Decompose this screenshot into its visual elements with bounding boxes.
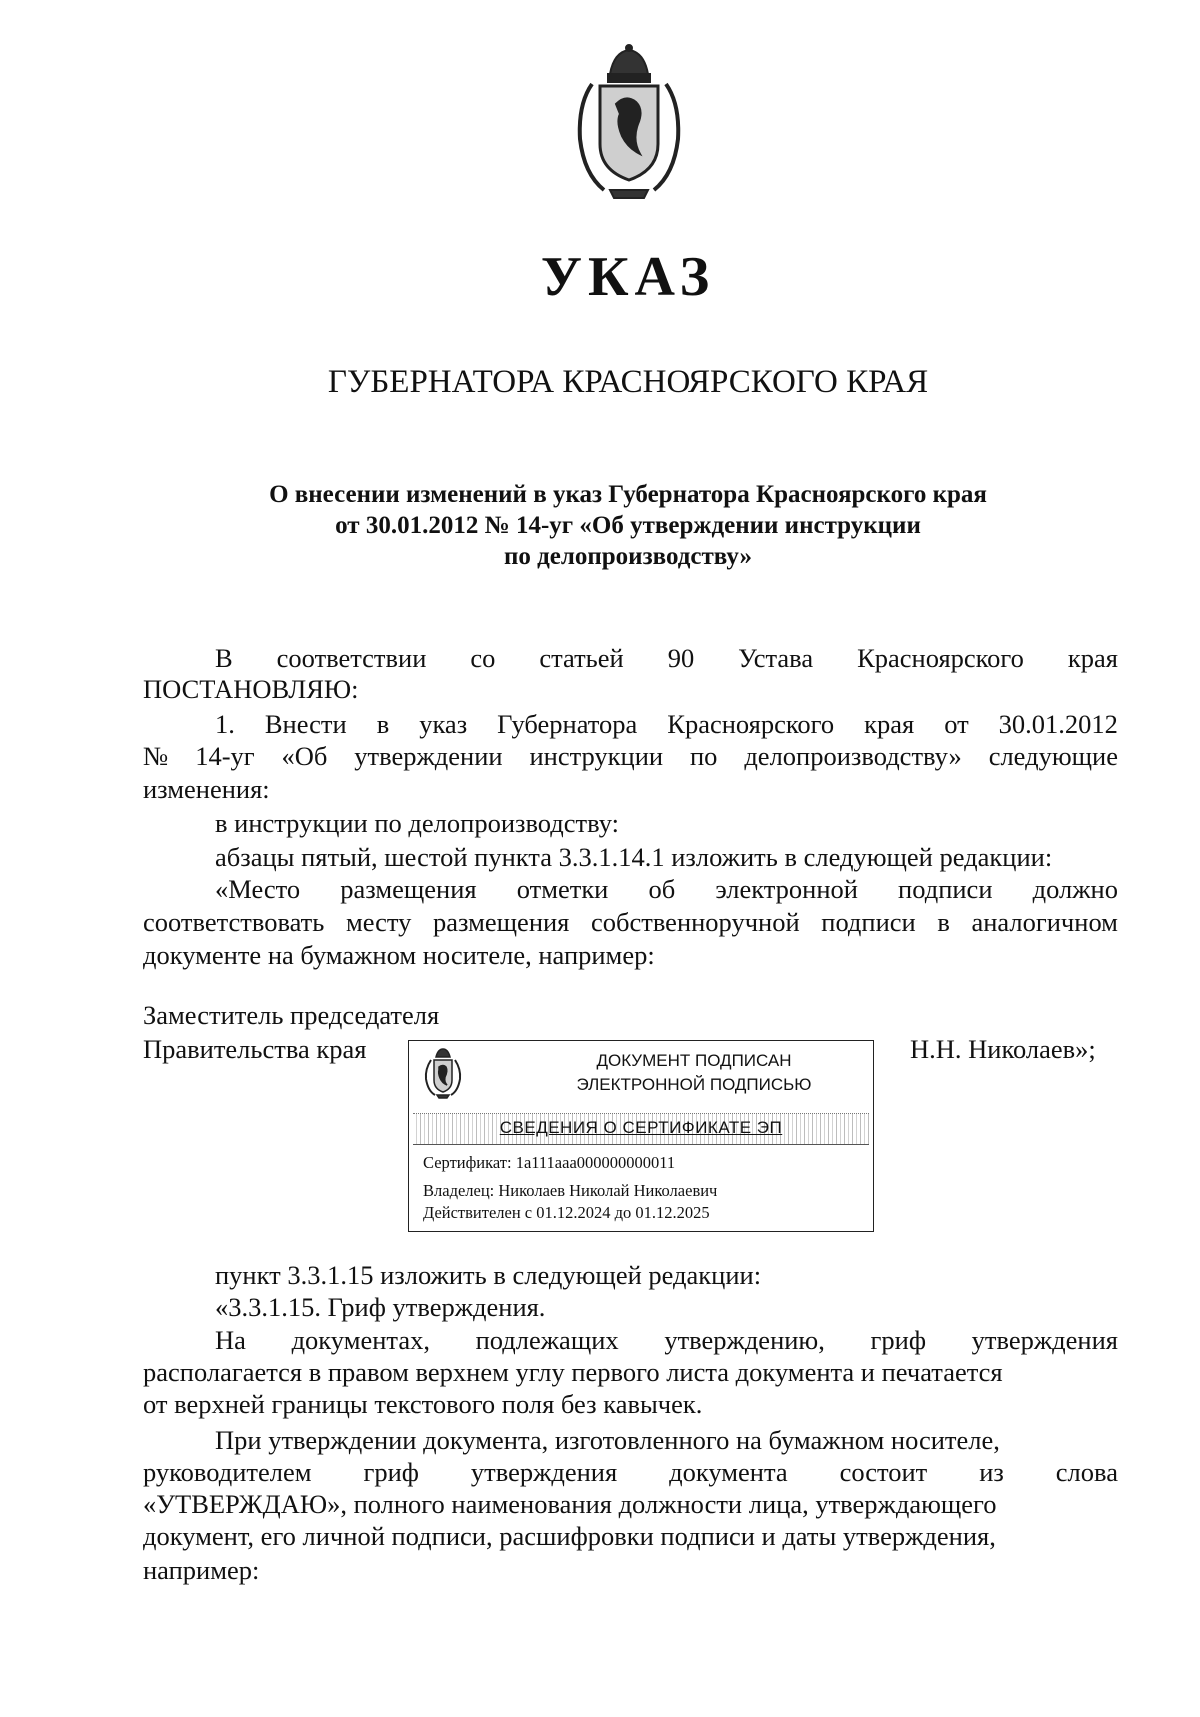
paragraph-line: «УТВЕРЖДАЮ», полного наименования должности лица, утверждающего xyxy=(143,1489,997,1519)
paragraph-line: изменения: xyxy=(143,774,270,804)
certificate-validity: Действителен с 01.12.2024 до 01.12.2025 xyxy=(423,1203,710,1222)
word: «Место xyxy=(215,874,301,904)
word: 1. xyxy=(215,709,235,739)
word: подписи xyxy=(821,907,916,937)
paragraph-line: документе на бумажном носителе, например: xyxy=(143,940,655,970)
word: месту xyxy=(345,907,412,937)
document-title: УКАЗ xyxy=(540,246,716,308)
heading-line: от 30.01.2012 № 14-уг «Об утверждении инструкции xyxy=(335,512,921,539)
word: в xyxy=(376,709,390,739)
stamp-line: ЭЛЕКТРОННОЙ ПОДПИСЬЮ xyxy=(576,1075,812,1094)
paragraph-line: документ, его личной подписи, расшифровки подписи и даты утверждения, xyxy=(143,1521,996,1551)
paragraph-line xyxy=(143,1457,1118,1487)
word: из xyxy=(979,1457,1004,1487)
word: следующие xyxy=(988,741,1118,771)
paragraph-line: При утверждении документа, изготовленного на бумажном носителе, xyxy=(215,1425,1000,1455)
word: размещения xyxy=(340,874,477,904)
document-heading xyxy=(0,479,1200,572)
paragraph-line: ПОСТАНОВЛЯЮ: xyxy=(143,674,359,704)
stamp-coat-of-arms-icon xyxy=(423,1047,463,1099)
word: электронной xyxy=(715,874,858,904)
paragraph-line: в инструкции по делопроизводству: xyxy=(215,808,619,838)
word: утверждения xyxy=(470,1457,618,1487)
document-subtitle: ГУБЕРНАТОРА КРАСНОЯРСКОГО КРАЯ xyxy=(327,364,929,400)
electronic-signature-stamp xyxy=(408,1040,874,1232)
paragraph-line xyxy=(215,1325,1118,1355)
word: по xyxy=(690,741,718,771)
certificate-band-label: СВЕДЕНИЯ О СЕРТИФИКАТЕ ЭП xyxy=(499,1118,783,1137)
coat-of-arms-icon xyxy=(570,44,688,200)
word: Красноярского xyxy=(857,643,1024,673)
paragraph-line: «3.3.1.15. Гриф утверждения. xyxy=(215,1292,546,1322)
certificate-band xyxy=(413,1113,869,1145)
paragraph-line xyxy=(215,709,1118,739)
word: гриф xyxy=(870,1325,926,1355)
heading-line: по делопроизводству» xyxy=(503,543,753,570)
signature-position: Заместитель председателя xyxy=(143,1000,440,1030)
word: состоит xyxy=(839,1457,928,1487)
word: аналогичном xyxy=(971,907,1118,937)
word: указ xyxy=(419,709,468,739)
word: инструкции xyxy=(529,741,664,771)
word: края xyxy=(864,709,915,739)
paragraph-line: например: xyxy=(143,1555,260,1585)
paragraph-line: располагается в правом верхнем углу первого листа документа и печатается xyxy=(143,1357,1003,1387)
word: Устава xyxy=(738,643,814,673)
word: подписи xyxy=(898,874,993,904)
word: № xyxy=(143,741,169,771)
word: документа xyxy=(669,1457,788,1487)
paragraph-line xyxy=(143,741,1118,771)
signature-position: Правительства края xyxy=(143,1034,367,1064)
word: размещения xyxy=(433,907,570,937)
word: На xyxy=(215,1325,246,1355)
word: Внести xyxy=(264,709,347,739)
paragraph-line xyxy=(215,643,1118,673)
word: гриф xyxy=(363,1457,419,1487)
word: утверждения xyxy=(971,1325,1118,1355)
word: слова xyxy=(1055,1457,1118,1487)
word: подлежащих xyxy=(475,1325,619,1355)
word: соответствовать xyxy=(143,907,325,937)
stamp-line: ДОКУМЕНТ ПОДПИСАН xyxy=(596,1051,792,1070)
word: руководителем xyxy=(143,1457,312,1487)
word: делопроизводству» xyxy=(744,741,962,771)
word: В xyxy=(215,643,233,673)
stamp-header xyxy=(529,1049,859,1097)
word: собственноручной xyxy=(590,907,800,937)
word: об xyxy=(648,874,676,904)
word: «Об xyxy=(281,741,328,771)
paragraph-line: абзацы пятый, шестой пункта 3.3.1.14.1 изложить в следующей редакции: xyxy=(215,842,1053,872)
word: утверждению, xyxy=(664,1325,825,1355)
word: 90 xyxy=(667,643,695,673)
word: края xyxy=(1067,643,1118,673)
certificate-number: Сертификат: 1a111aaa000000000011 xyxy=(423,1153,676,1172)
word: Губернатора xyxy=(497,709,638,739)
word: отметки xyxy=(516,874,609,904)
word: 30.01.2012 xyxy=(998,709,1118,739)
word: статьей xyxy=(539,643,624,673)
word: со xyxy=(470,643,496,673)
word: от xyxy=(944,709,969,739)
paragraph-line: пункт 3.3.1.15 изложить в следующей редакции: xyxy=(215,1260,762,1290)
paragraph-line xyxy=(215,874,1118,904)
paragraph-line xyxy=(143,907,1118,937)
word: документах, xyxy=(291,1325,430,1355)
word: утверждении xyxy=(354,741,503,771)
word: должно xyxy=(1032,874,1118,904)
certificate-owner: Владелец: Николаев Николай Николаевич xyxy=(423,1181,718,1200)
heading-line: О внесении изменений в указ Губернатора Красноярского края xyxy=(269,481,987,508)
paragraph-line: от верхней границы текстового поля без кавычек. xyxy=(143,1389,703,1419)
word: соответствии xyxy=(276,643,427,673)
word: в xyxy=(937,907,950,937)
word: Красноярского xyxy=(667,709,835,739)
word: 14-уг xyxy=(195,741,255,771)
signature-name: Н.Н. Николаев»; xyxy=(910,1034,1096,1064)
